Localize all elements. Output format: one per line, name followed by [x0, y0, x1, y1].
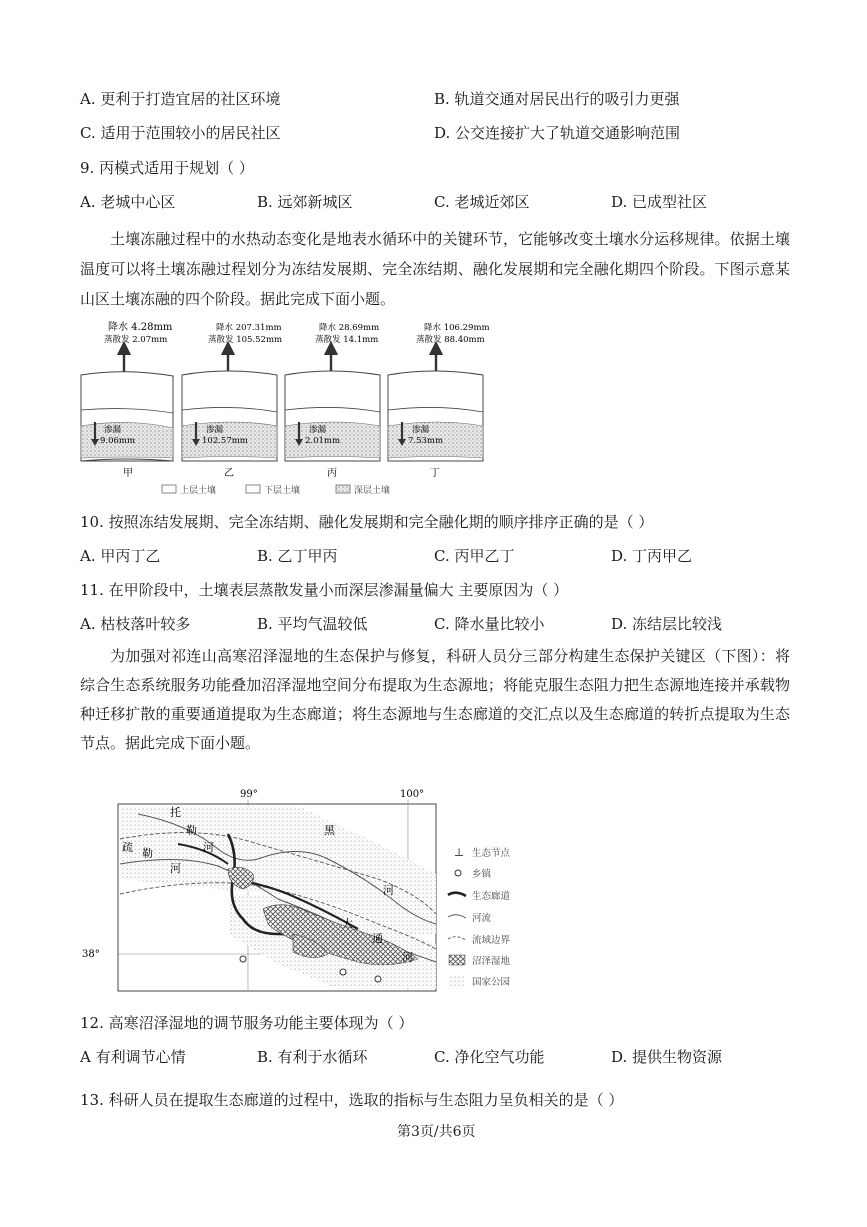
- figure1-legend: [162, 484, 390, 496]
- panel-ding: [388, 322, 490, 479]
- figure2-legend: [448, 846, 511, 988]
- passage-qilian-wetland: 为加强对祁连山高寒沼泽湿地的生态保护与修复，科研人员分三部分构建生态保护关键区（下图）：将综合生态系统服务功能叠加沼泽湿地空间分布提取为生态源地；将能克服生态阻力把生态源地连接并承载物种迁移扩散的重要通道提取为生态廊道；将生态源地与生态廊道的交汇点以及生态廊道的转折点提取为生态节点。据此完成下面小题。: [80, 647, 790, 752]
- q9-stem: 9. 丙模式适用于规划（ ）: [80, 159, 254, 177]
- legend-corridor: 生态廊道: [472, 891, 511, 902]
- eco-node-icon: ⊥: [454, 846, 465, 859]
- river1-char2: 勒: [186, 824, 197, 837]
- q10-option-d: D. 丁丙甲乙: [611, 547, 693, 565]
- panel-jia-leak-title: 渗漏: [104, 425, 122, 435]
- q11-option-c: C. 降水量比较小: [434, 615, 545, 633]
- town-marker: [340, 969, 346, 975]
- q8-option-b: B. 轨道交通对居民出行的吸引力更强: [434, 90, 680, 108]
- panel-jia-evap: 蒸散发 2.07mm: [104, 335, 168, 345]
- panel-jia-label: 甲: [123, 468, 133, 479]
- panel-ding-evap: 蒸散发 88.40mm: [416, 335, 485, 345]
- river4-char3: 河: [402, 951, 413, 964]
- legend-eco-node: 生态节点: [472, 848, 511, 859]
- river3-char1: 黑: [324, 824, 335, 837]
- panel-yi-leak-title: 渗漏: [206, 425, 224, 435]
- q12-stem: 12. 高寒沼泽湿地的调节服务功能主要体现为（ ）: [80, 1014, 414, 1032]
- legend-upper-soil-swatch: [162, 485, 176, 493]
- figure-soil-freeze-thaw: [78, 318, 498, 503]
- river2-char1: 疏: [122, 841, 133, 854]
- q12-option-d: D. 提供生物资源: [611, 1048, 723, 1066]
- river4-char1: 大: [342, 917, 353, 930]
- legend-boundary: 流域边界: [472, 935, 511, 946]
- panel-bing-evap: 蒸散发 14.1mm: [315, 335, 379, 345]
- legend-marsh: 沼泽湿地: [472, 956, 511, 967]
- panel-yi-precip: 降水 207.31mm: [216, 323, 282, 333]
- figure-qilian-map: [78, 784, 538, 994]
- q8-option-c: C. 适用于范围较小的居民社区: [80, 124, 281, 142]
- q8-option-a: A. 更利于打造宜居的社区环境: [80, 90, 281, 108]
- panel-jia-precip: 降水 4.28mm: [108, 322, 173, 333]
- town-legend-icon: [455, 870, 461, 876]
- q8-option-d: D. 公交连接扩大了轨道交通影响范围: [434, 124, 681, 142]
- river1-char1: 托: [170, 806, 181, 819]
- q9-option-b: B. 远郊新城区: [257, 193, 353, 211]
- panel-ding-precip: 降水 106.29mm: [424, 323, 490, 333]
- panel-jia: [81, 320, 173, 479]
- q12-option-c: C. 净化空气功能: [434, 1048, 545, 1066]
- legend-park: 国家公园: [472, 977, 511, 988]
- q12-option-b: B. 有利于水循环: [257, 1048, 368, 1066]
- panel-yi-leak: 102.57mm: [202, 436, 248, 446]
- legend-deep-soil-swatch: [336, 485, 350, 493]
- q12-option-a: A 有利调节心情: [80, 1048, 186, 1066]
- panel-bing: [285, 322, 380, 479]
- panel-yi: [182, 322, 282, 479]
- q10-option-a: A. 甲丙丁乙: [80, 547, 161, 565]
- river4-char2: 通: [372, 932, 383, 945]
- legend-upper-soil: 上层土壤: [180, 486, 217, 496]
- marsh-legend-icon: [449, 955, 465, 965]
- panel-bing-precip: 降水 28.69mm: [319, 323, 380, 333]
- legend-lower-soil-swatch: [246, 485, 260, 493]
- panel-ding-leak: 7.53mm: [408, 436, 444, 446]
- page-footer: 第3页/共6页: [397, 1124, 476, 1140]
- panel-ding-leak-title: 渗漏: [412, 425, 430, 435]
- town-marker: [240, 956, 246, 962]
- latitude-38: 38°: [82, 949, 100, 960]
- panel-jia-leak: 9.06mm: [100, 436, 136, 446]
- q11-option-d: D. 冻结层比较浅: [611, 615, 723, 633]
- longitude-99: 99°: [240, 789, 258, 800]
- river2-char2: 勒: [142, 847, 153, 860]
- panel-yi-label: 乙: [224, 468, 234, 479]
- q9-option-d: D. 已成型社区: [611, 193, 708, 211]
- longitude-100: 100°: [400, 789, 425, 800]
- boundary-legend-icon: [448, 937, 466, 940]
- q10-stem: 10. 按照冻结发展期、完全冻结期、融化发展期和完全融化期的顺序排序正确的是（ ）: [80, 513, 654, 531]
- town-marker: [375, 976, 381, 982]
- river1-char3: 河: [203, 841, 214, 854]
- legend-lower-soil: 下层土壤: [264, 486, 301, 496]
- park-legend-icon: [449, 976, 465, 986]
- corridor-legend-icon: [448, 893, 466, 896]
- panel-bing-leak-title: 渗漏: [309, 425, 327, 435]
- q9-option-c: C. 老城近郊区: [434, 193, 530, 211]
- q9-option-a: A. 老城中心区: [80, 193, 176, 211]
- q11-option-a: A. 枯枝落叶较多: [80, 615, 191, 633]
- q11-stem: 11. 在甲阶段中，土壤表层蒸散发量小而深层渗漏量偏大 主要原因为（ ）: [80, 581, 569, 599]
- river-legend-icon: [448, 915, 466, 918]
- legend-deep-soil: 深层土壤: [354, 486, 391, 496]
- river2-char3: 河: [170, 862, 181, 875]
- panel-yi-evap: 蒸散发 105.52mm: [208, 335, 283, 345]
- q13-stem: 13. 科研人员在提取生态廊道的过程中，选取的指标与生态阻力呈负相关的是（ ）: [80, 1091, 624, 1109]
- river3-char2: 河: [383, 884, 394, 897]
- q10-option-c: C. 丙甲乙丁: [434, 547, 515, 565]
- q10-option-b: B. 乙丁甲丙: [257, 547, 338, 565]
- legend-river: 河流: [472, 913, 492, 924]
- legend-town: 乡镇: [472, 869, 492, 880]
- q11-option-b: B. 平均气温较低: [257, 615, 368, 633]
- passage-soil-freeze-thaw: 土壤冻融过程中的水热动态变化是地表水循环中的关键环节，它能够改变土壤水分运移规律。依据土壤温度可以将土壤冻融过程划分为冻结发展期、完全冻结期、融化发展期和完全融化期四个阶段。下图示意某山区土壤冻融的四个阶段。据此完成下面小题。: [80, 230, 790, 308]
- panel-bing-label: 丙: [327, 468, 337, 479]
- panel-bing-leak: 2.01mm: [305, 436, 341, 446]
- panel-ding-label: 丁: [430, 468, 440, 479]
